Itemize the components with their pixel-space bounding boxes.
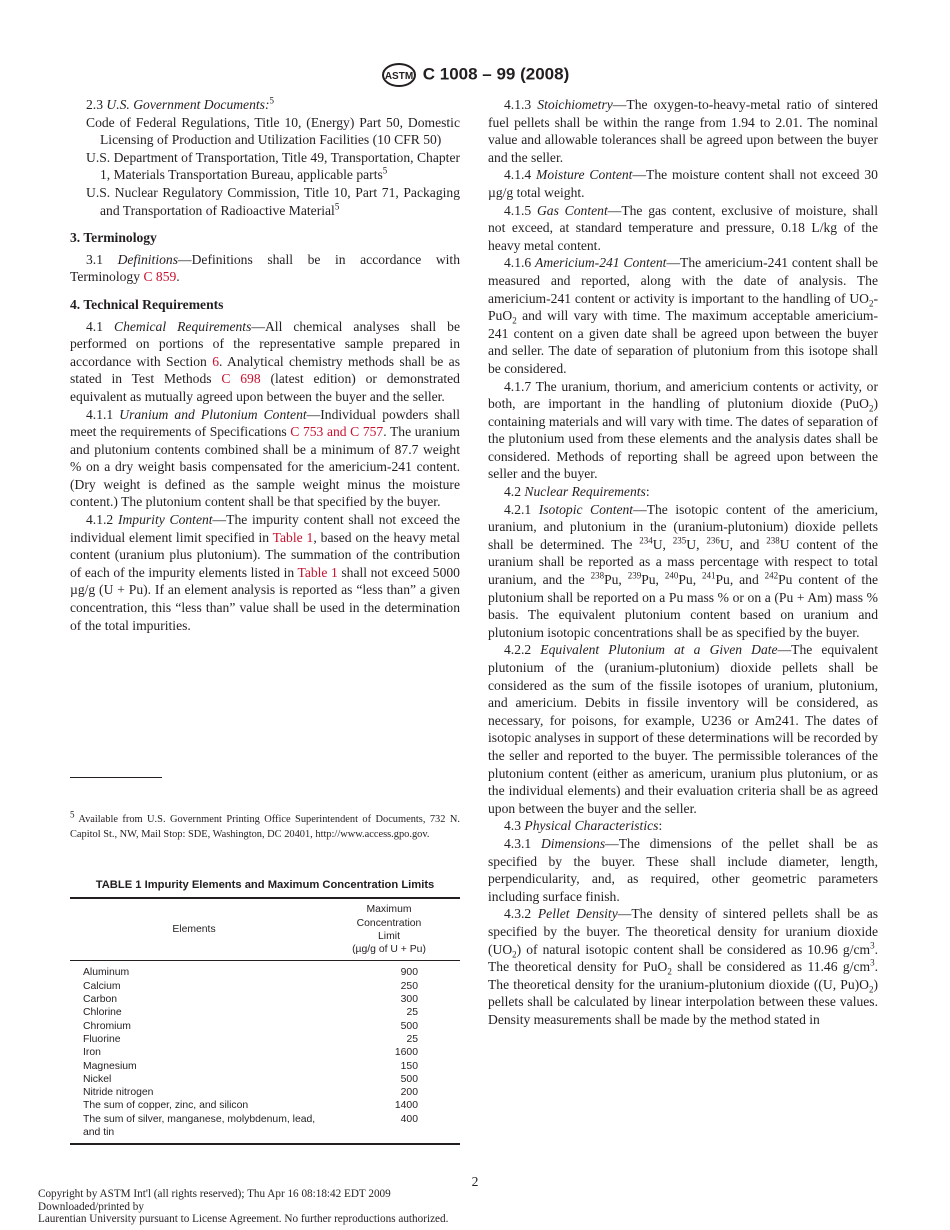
table-row	[70, 1099, 460, 1112]
footnote: $^5$ Available from U.S. Government Printing Office Superintendent of Documents, 732 N. Capitol St., NW, Mail Stop: SDE, Washington, DC 20401, http://www.access.gpo.gov.	[70, 809, 460, 840]
limit-value: 200	[400, 1087, 418, 1099]
table-row	[70, 993, 460, 1006]
limit-value: 1600	[394, 1047, 418, 1059]
table-row	[70, 1060, 460, 1073]
reference-link[interactable]: C 753 and C 757	[290, 424, 384, 440]
section-heading: 4. Technical Requirements	[70, 296, 224, 312]
reference-link[interactable]: Table 1	[297, 564, 338, 580]
paragraph: U.S. Nuclear Regulatory Commission, Title 10, Part 71, Packaging and Transportation of Radioactive Material$^5$	[86, 184, 460, 218]
col-header-elements: Elements	[70, 898, 318, 961]
limit-value: 400	[318, 1113, 460, 1145]
element-name: Nitride nitrogen	[83, 1087, 154, 1099]
element-name: Carbon	[83, 994, 118, 1006]
paragraph: 4.3.1 Dimensions—The dimensions of the pellet shall be as specified by the buyer. These shall include diameter, length, perpendicularity, and, as required, other geometric parameters including surface finish.	[488, 835, 878, 904]
limit-value: 1400	[394, 1100, 418, 1112]
table-row	[70, 1046, 460, 1059]
section-heading: 3. Terminology	[70, 230, 157, 246]
element-name: Chlorine	[83, 1007, 122, 1019]
table-row	[70, 980, 460, 993]
element-name: Iron	[83, 1047, 101, 1059]
table-row	[70, 1113, 460, 1145]
table-row	[70, 961, 460, 980]
right-column	[488, 96, 878, 1028]
limit-value: 150	[400, 1060, 418, 1072]
limit-value: 900	[400, 967, 418, 979]
table-caption: TABLE 1 Impurity Elements and Maximum Concentration Limits	[95, 879, 435, 891]
element-name: Magnesium	[83, 1060, 137, 1072]
reference-link[interactable]: 6	[212, 353, 219, 369]
paragraph: 4.1.5 Gas Content—The gas content, exclusive of moisture, shall not exceed, at standard temperature and pressure, 0.18 L/kg of the heavy metal content.	[488, 202, 878, 253]
paragraph: 3.1 Definitions—Definitions shall be in accordance with Terminology C 859.	[70, 251, 461, 285]
limit-value: 300	[400, 994, 418, 1006]
paragraph: 4.1.1 Uranium and Plutonium Content—Individual powders shall meet the requirements of Specifications C 753 and C 757. The uranium and plutonium contents combined shall be a minimum of 87.7 weight % on a dry weight basis compensated for the americium-241 content. (Dry weight is defined as the sample weight minus the moisture content.) The plutonium content shall be that specified by the buyer.	[70, 406, 460, 510]
impurity-table	[70, 879, 460, 1145]
paragraph: 4.1 Chemical Requirements—All chemical analyses shall be performed on portions of the representative sample prepared in accordance with Section 6. Analytical chemistry methods shall be as stated in Test Methods C 698 (latest edition) or demonstrated equivalent as mutually agreed upon between the buyer and the seller.	[70, 318, 460, 404]
reference-link[interactable]: Table 1	[272, 529, 314, 545]
svg-text:ASTM: ASTM	[384, 71, 413, 82]
limit-value: 500	[400, 1020, 418, 1032]
element-name: Chromium	[83, 1020, 131, 1032]
col-header-limit: Maximum Concentration Limit (µg/g of U + Pu)	[318, 898, 460, 961]
paragraph: 4.3 Physical Characteristics:	[504, 818, 663, 834]
paragraph: 4.2.2 Equivalent Plutonium at a Given Date—The equivalent plutonium of the (uranium-plutonium) dioxide pellets shall be considered as the sum of the fissile isotopes of uranium, plutonium, and americium. Debits in fissile inventory will be considered, as necessary, for poisons, for example, U236 or Am241. The dates of isotopic analyses in support of these determinations will be recorded by the seller and reported to the buyer. The permissible tolerances of the plutonium content (either as americum, uranium plus plutonium, or as the individual elements) and their evaluation criteria shall be as agreed upon between the buyer and the seller.	[488, 642, 879, 816]
paragraph: 4.3.2 Pellet Density—The density of sintered pellets shall be as specified by the buyer. The theoretical density for uranium dioxide $(UO_2)$ of natural isotopic content shall be considered as 10.96 $g/cm^3$. The theoretical density for PuO$_2$ shall be considered as 11.46 $g/cm^3$. The theoretical density for the uranium-plutonium dioxide ((U, $Pu)O_2$) pellets shall be calculated by linear interpolation between these values. Density measurements shall be made by the method stated in	[488, 906, 879, 1027]
page-header	[0, 62, 950, 88]
paragraph: Code of Federal Regulations, Title 10, (Energy) Part 50, Domestic Licensing of Production and Utilization Facilities (10 CFR 50)	[86, 114, 460, 148]
footnote-rule	[70, 777, 162, 778]
element-name: The sum of copper, zinc, and silicon	[83, 1100, 249, 1112]
table-row	[70, 1033, 460, 1046]
element-name: Aluminum	[83, 967, 130, 979]
reference-link[interactable]: C 859	[143, 269, 177, 285]
element-name: Nickel	[83, 1073, 112, 1085]
page-number: 2	[471, 1174, 479, 1189]
paragraph: 4.1.3 Stoichiometry—The oxygen-to-heavy-metal ratio of sintered fuel pellets shall be within the range from 1.94 to 2.01. The nominal value and allowable tolerances shall be agreed upon between the buyer and the seller.	[488, 97, 878, 165]
paragraph: U.S. Department of Transportation, Title 49, Transportation, Chapter 1, Materials Transportation Bureau, applicable parts$^5$	[86, 149, 460, 183]
table-row	[70, 1006, 460, 1019]
paragraph: 4.1.2 Impurity Content—The impurity content shall not exceed the individual element limit specified in Table 1, based on the heavy metal content (uranium plus plutonium). The summation of the contribution of each of the impurity elements listed in Table 1 shall not exceed 5000 µg/g (U + Pu). If an element analysis is reported as “less than” a given concentration, this “less than” value shall be used in the determination of the total impurities.	[70, 512, 460, 633]
paragraph: 4.1.4 Moisture Content—The moisture content shall not exceed 30 µg/g total weight.	[488, 167, 878, 200]
limit-value: 25	[406, 1007, 418, 1019]
table-row	[70, 1020, 460, 1033]
table-row	[70, 1086, 460, 1099]
limit-value: 25	[406, 1033, 418, 1045]
paragraph: 4.1.7 The uranium, thorium, and americium contents or activity, or both, are important in the handling of plutonium dioxide (PuO$_2$) containing materials and will vary with time. The dates of separation of the plutonium used from these elements and the analysis dates shall be considered. Methods of reporting shall be agreed upon between the seller and the buyer.	[488, 378, 878, 482]
table-row	[70, 1073, 460, 1086]
reference-link[interactable]: C 698	[221, 371, 261, 387]
element-name: The sum of silver, manganese, molybdenum, lead, and tin	[70, 1113, 318, 1145]
limit-value: 500	[400, 1073, 418, 1085]
paragraph: 2.3 U.S. Government Documents:$^5$	[86, 95, 274, 112]
paragraph: 4.2 Nuclear Requirements:	[504, 484, 650, 500]
designation: C 1008 – 99 (2008)	[422, 64, 570, 84]
copyright-footer: Copyright by ASTM Int'l (all rights reserved); Thu Apr 16 08:18:42 EDT 2009 Downloaded/printed by Laurentian University pursuant to License Agreement. No further reproductions authorized.	[38, 1188, 449, 1225]
left-column	[70, 96, 460, 634]
paragraph: 4.2.1 Isotopic Content—The isotopic content of the americium, uranium, and plutonium in the (uranium-plutonium) dioxide pellets shall be determined. The $^{234}$U, $^{235}$U, $^{236}$U, and $^{238}$U content of the uranium shall be reported as a mass percentage with respect to total uranium, and the $^{238}$Pu, $^{239}$Pu, $^{240}$Pu, $^{241}$Pu, and $^{242}$Pu content of the plutonium shall be reported on a Pu mass % or on a (Pu + Am) mass % basis. The equivalent plutonium content based on uranium and plutonium isotopic concentrations shall be as specified by the buyer.	[488, 501, 879, 640]
astm-logo-icon	[381, 62, 417, 88]
element-name: Fluorine	[83, 1033, 121, 1045]
element-name: Calcium	[83, 980, 121, 992]
paragraph: 4.1.6 Americium-241 Content—The americium-241 content shall be measured and reported, along with the date of analysis. The americium-241 content or activity is important to the handling of $UO_2-PuO_2$ and will vary with time. The maximum acceptable americium-241 content on a given date shall be agreed upon between the buyer and seller. The date of separation of plutonium from this isotope shall be considered.	[488, 255, 878, 376]
limit-value: 250	[400, 980, 418, 992]
